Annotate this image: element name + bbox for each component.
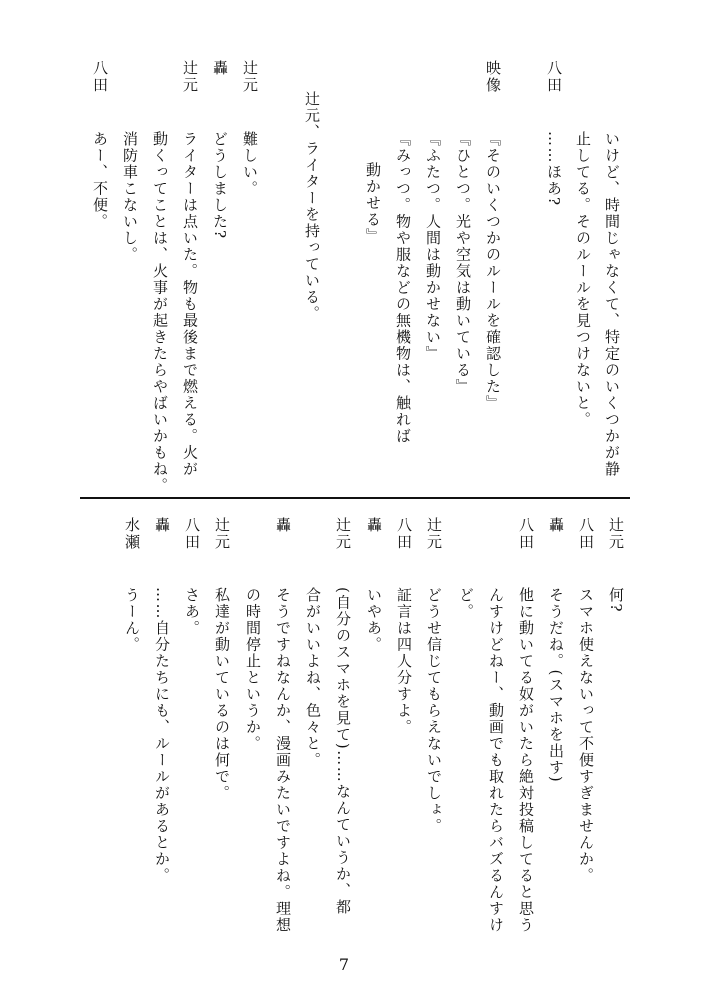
dialogue-line: 『ふたつ。人間は動かせない』 bbox=[424, 131, 442, 362]
dialogue-line: の時間停止というか。 bbox=[244, 587, 262, 752]
dialogue-line: ど。 bbox=[457, 587, 475, 620]
speaker-label: 八田 bbox=[545, 60, 563, 94]
dialogue-line: 動くってことは、火事が起きたらやばいかもね。 bbox=[151, 131, 169, 494]
dialogue-line: いやあ。 bbox=[365, 587, 383, 653]
dialogue-line: うーん。 bbox=[123, 587, 141, 653]
dialogue-line: んすけどねー、動画でも取れたらバズるんすけ bbox=[487, 587, 505, 934]
dialogue-line: どうせ信じてもらえないでしょ。 bbox=[425, 587, 443, 835]
speaker-label: 八田 bbox=[577, 517, 595, 551]
dialogue-line: 止してる。そのルールを見つけないと。 bbox=[574, 131, 592, 428]
speaker-label: 辻元 bbox=[334, 517, 352, 551]
speaker-label: 轟 bbox=[547, 517, 565, 534]
speaker-label: 辻元 bbox=[213, 517, 231, 551]
speaker-label: 轟 bbox=[274, 517, 292, 534]
dialogue-line: 動かせる』 bbox=[364, 162, 382, 245]
speaker-label: 八田 bbox=[183, 517, 201, 551]
speaker-label: 轟 bbox=[365, 517, 383, 534]
speaker-label: 八田 bbox=[91, 60, 109, 94]
dialogue-line: 何? bbox=[607, 587, 625, 614]
dialogue-line: 『そのいくつかのルールを確認した』 bbox=[484, 131, 502, 412]
dialogue-line: 『ひとつ。光や空気は動いている』 bbox=[454, 131, 472, 395]
speaker-label: 辻元 bbox=[241, 60, 259, 94]
dialogue-line: ……ほあ? bbox=[545, 131, 563, 207]
dialogue-line: 他に動いてる奴がいたら絶対投稿してると思う bbox=[517, 587, 535, 934]
stage-direction: 辻元、ライターを持っている。 bbox=[303, 91, 321, 322]
speaker-label: 映像 bbox=[484, 60, 502, 94]
speaker-label: 辻元 bbox=[425, 517, 443, 551]
dialogue-line: 『みっつ。物や服などの無機物は、触れば bbox=[394, 131, 412, 445]
dialogue-line: ……自分たちにも、ルールがあるとか。 bbox=[153, 587, 171, 884]
dialogue-line: 消防車こないし。 bbox=[121, 131, 139, 263]
dialogue-line: スマホ使えないって不便すぎませんか。 bbox=[577, 587, 595, 884]
speaker-label: 轟 bbox=[153, 517, 171, 534]
dialogue-line: そうだね。(スマホを出す) bbox=[547, 587, 565, 784]
dialogue-line: どうしました? bbox=[211, 131, 229, 240]
speaker-label: 八田 bbox=[395, 517, 413, 551]
speaker-label: 水瀬 bbox=[123, 517, 141, 551]
dialogue-line: 難しい。 bbox=[241, 131, 259, 197]
section-divider bbox=[80, 497, 630, 499]
dialogue-line: 証言は四人分すよ。 bbox=[395, 587, 413, 736]
speaker-label: 辻元 bbox=[181, 60, 199, 94]
dialogue-line: 私達が動いているのは何で。 bbox=[213, 587, 231, 802]
dialogue-line: いけど、時間じゃなくて、特定のいくつかが静 bbox=[603, 131, 621, 478]
dialogue-line: 合がいいよね、色々と。 bbox=[304, 587, 322, 769]
dialogue-line: (自分のスマホを見て)……なんていうか、都 bbox=[334, 587, 352, 916]
speaker-label: 辻元 bbox=[607, 517, 625, 551]
dialogue-line: ライターは点いた。物も最後まで燃える。火が bbox=[181, 131, 199, 478]
dialogue-line: あー、不便。 bbox=[91, 131, 109, 230]
dialogue-line: さあ。 bbox=[183, 587, 201, 637]
speaker-label: 八田 bbox=[517, 517, 535, 551]
page-number: 7 bbox=[338, 955, 350, 974]
dialogue-line: そうですねなんか、漫画みたいですよね。理想 bbox=[274, 587, 292, 934]
speaker-label: 轟 bbox=[211, 60, 229, 77]
